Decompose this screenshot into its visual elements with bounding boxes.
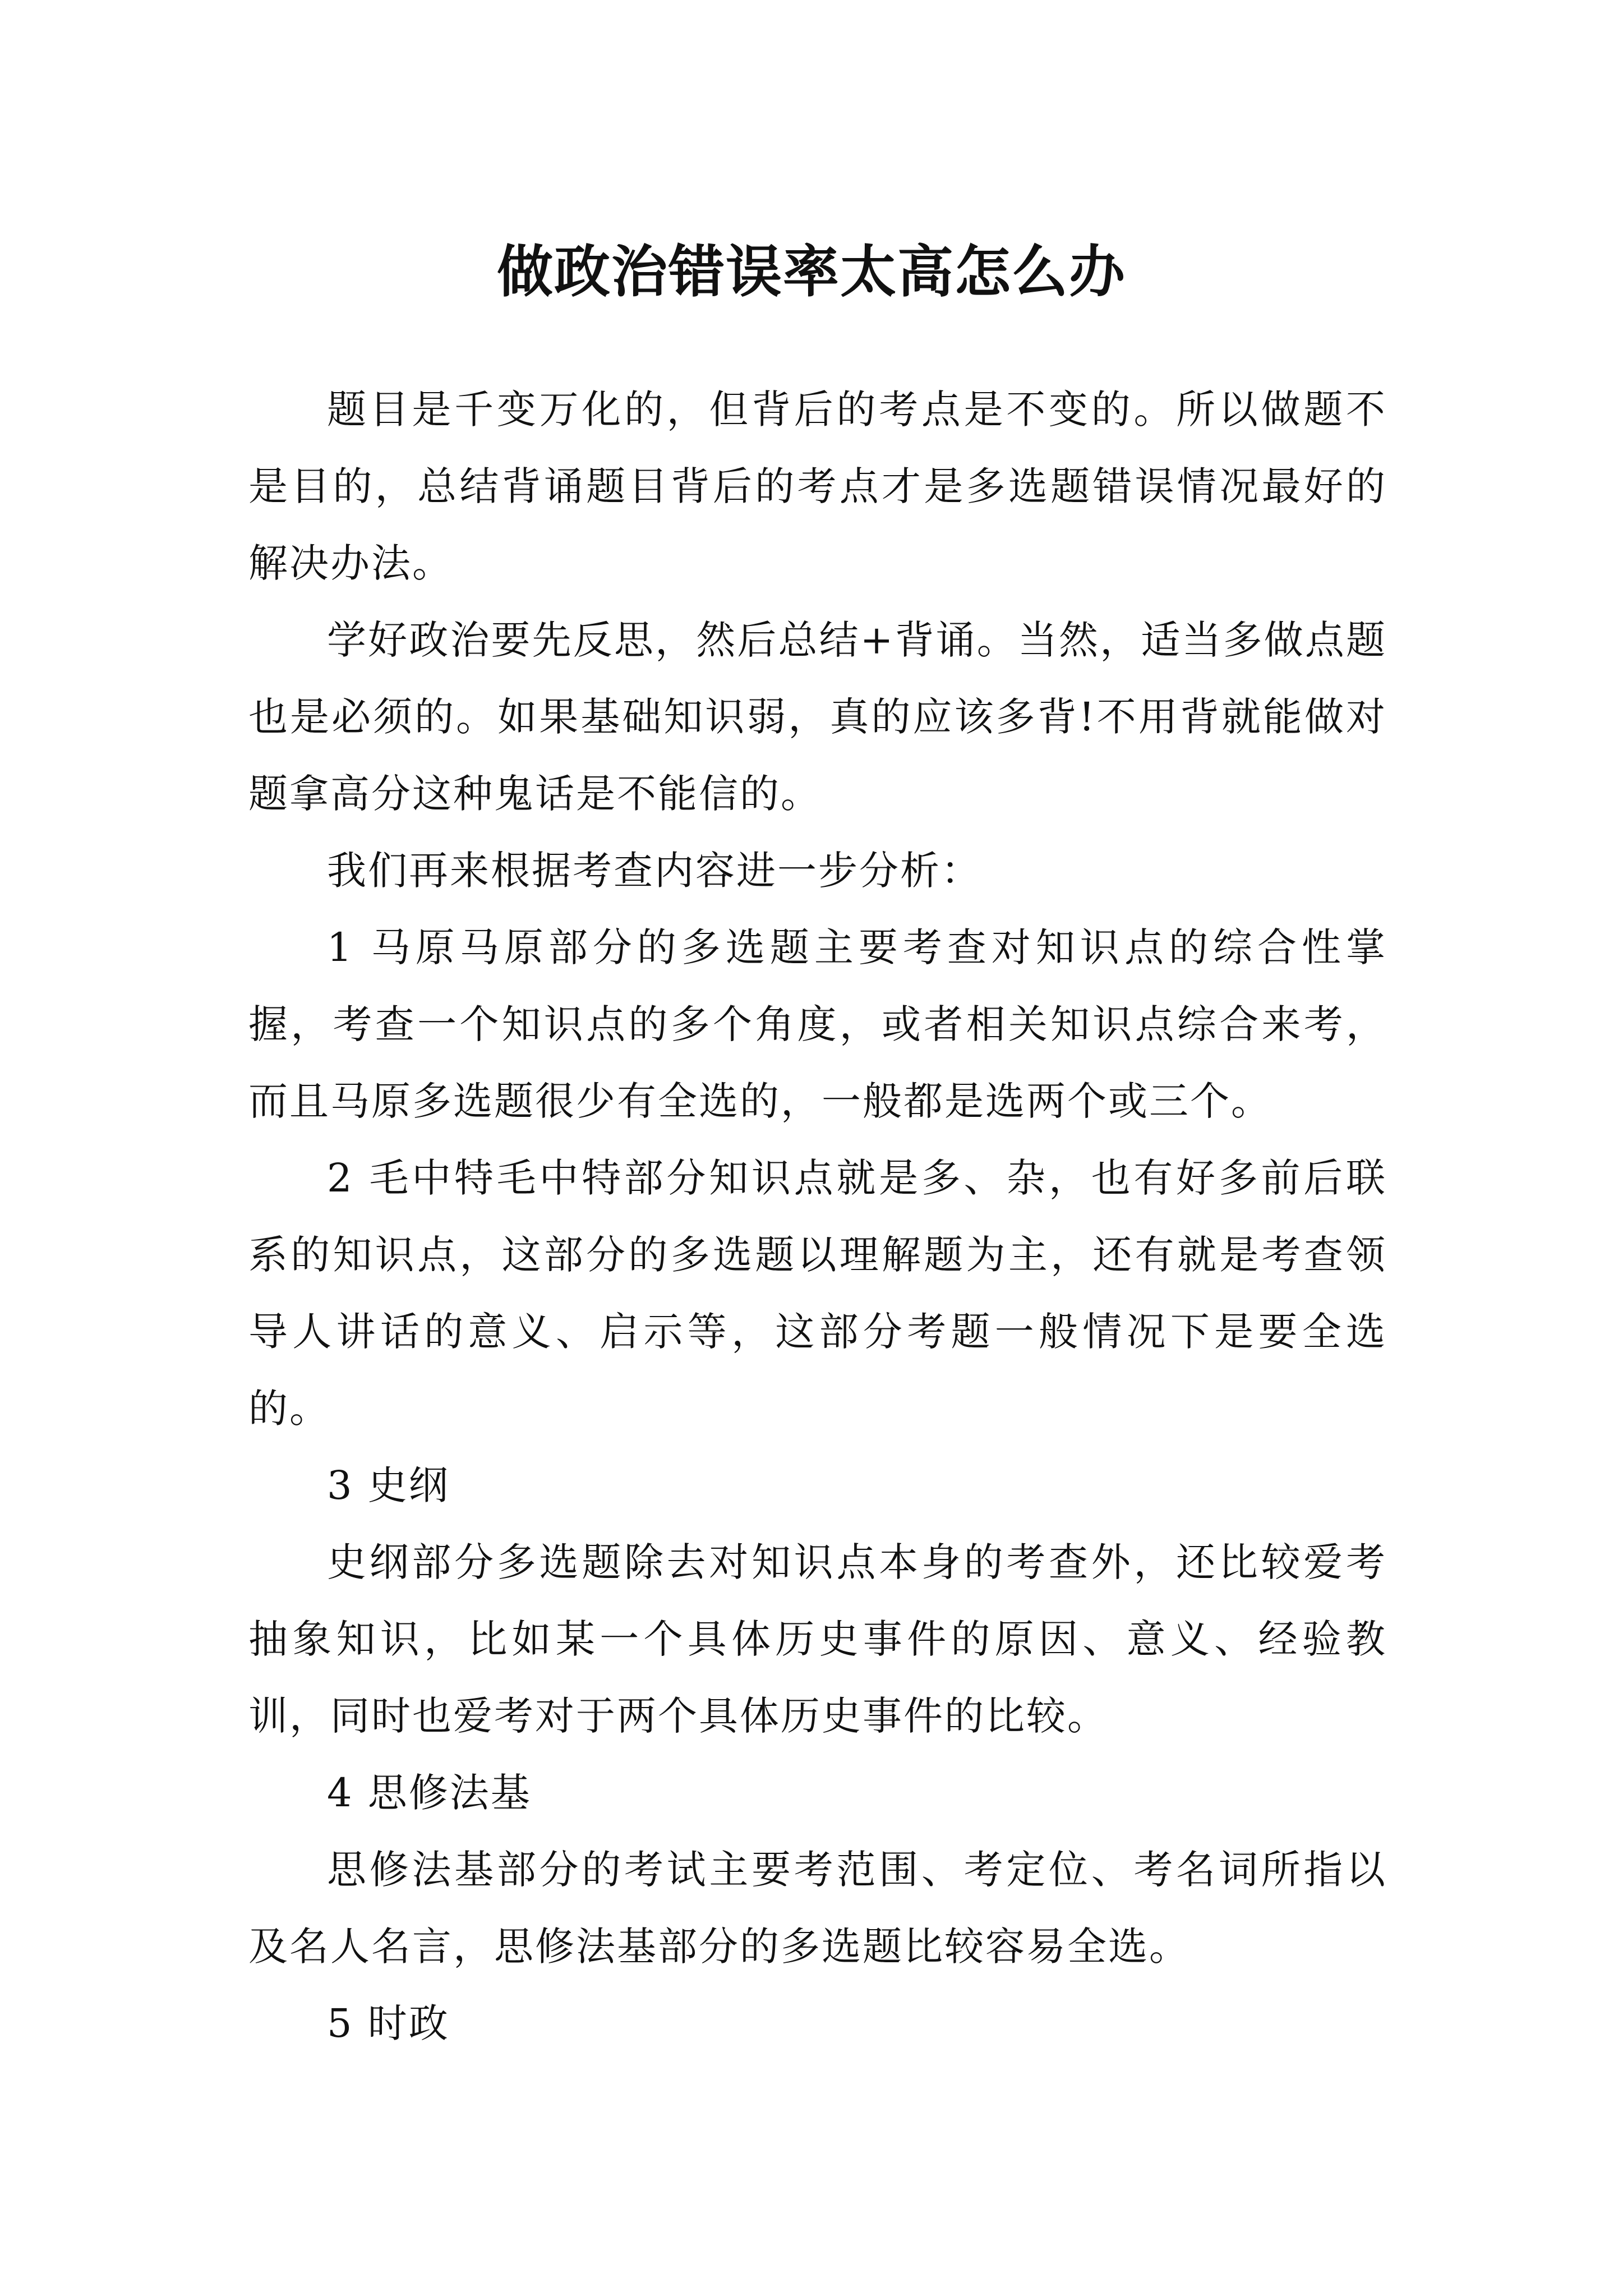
paragraph: 学好政治要先反思，然后总结+背诵。当然，适当多做点题也是必须的。如果基础知识弱，真的应该多背!不用背就能做对题拿高分这种鬼话是不能信的。 [248, 617, 1387, 817]
paragraph: 史纲部分多选题除去对知识点本身的考查外，还比较爱考抽象知识，比如某一个具体历史事件的原因、意义、经验教训，同时也爱考对于两个具体历史事件的比较。 [248, 1539, 1387, 1739]
paragraph: 2 毛中特毛中特部分知识点就是多、杂，也有好多前后联系的知识点，这部分的多选题以理解题为主，还有就是考查领导人讲话的意义、启示等，这部分考题一般情况下是要全选的。 [248, 1155, 1387, 1432]
paragraph: 1 马原马原部分的多选题主要考查对知识点的综合性掌握，考查一个知识点的多个角度，或者相关知识点综合来考，而且马原多选题很少有全选的，一般都是选两个或三个。 [248, 924, 1387, 1124]
paragraph: 我们再来根据考查内容进一步分析： [327, 848, 982, 894]
section-heading: 3 史纲 [327, 1462, 450, 1508]
paragraph: 思修法基部分的考试主要考范围、考定位、考名词所指以及名人名言，思修法基部分的多选题比较容易全选。 [248, 1847, 1387, 1970]
paragraph: 题目是千变万化的，但背后的考点是不变的。所以做题不是目的，总结背诵题目背后的考点才是多选题错误情况最好的解决办法。 [248, 386, 1387, 586]
document-title: 做政治错误率太高怎么办 [497, 239, 1126, 305]
document-body [248, 371, 1387, 2062]
section-heading: 4 思修法基 [327, 1770, 532, 1816]
section-heading: 5 时政 [327, 2000, 450, 2046]
